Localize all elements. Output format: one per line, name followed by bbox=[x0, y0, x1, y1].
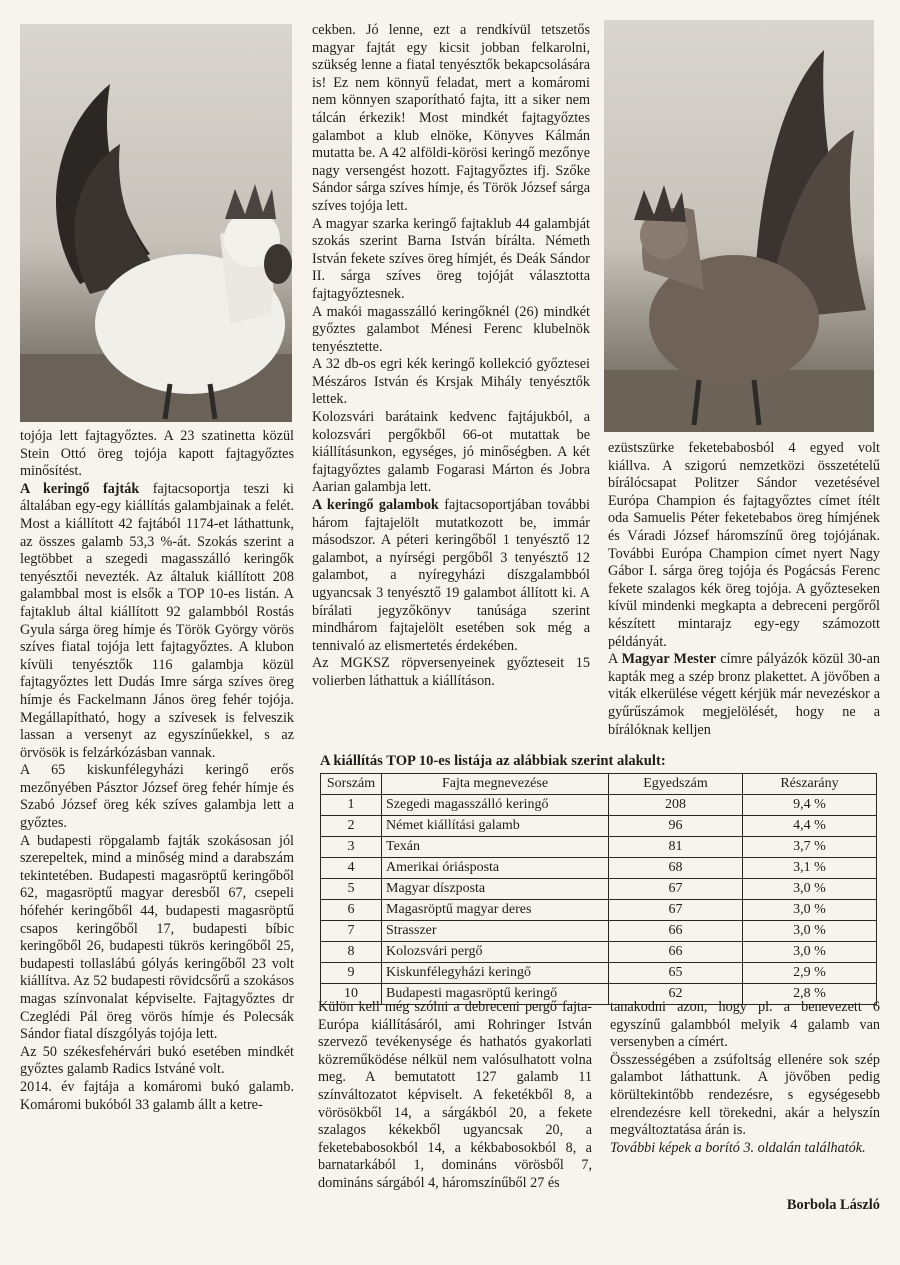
cell-share: 2,8 % bbox=[743, 984, 877, 1005]
paragraph: Összességében a zsúfoltság ellenére sok szép galambot láthattunk. A jövőben pedig körültekintőbb rendezésre, s egységesebb elrendezésre kell törekedni, akár a helyszín megváltoztatása árán is. bbox=[610, 1051, 880, 1139]
text-column-middle bbox=[312, 22, 590, 691]
cell-share: 3,0 % bbox=[743, 942, 877, 963]
table-row bbox=[321, 942, 877, 963]
paragraph: Az MGKSZ röpversenyeinek győzteseit 15 volierben láthattuk a kiállításon. bbox=[312, 655, 590, 689]
paragraph-text: címre pályázók közül 30-an kapták meg a szép bronz plakettet. A jövőben a viták elkerülése végett kérjük már nevezéskor a gyűrűszámok megjelölését, hogy ne a bírálóknak kelljen bbox=[608, 651, 880, 738]
cell-count: 96 bbox=[609, 816, 743, 837]
cell-breed: Magasröptű magyar deres bbox=[382, 900, 609, 921]
paragraph-text: A bbox=[608, 651, 622, 668]
paragraph bbox=[608, 651, 880, 739]
column-header: Fajta megnevezése bbox=[382, 774, 609, 795]
paragraph bbox=[312, 497, 590, 655]
paragraph: Külön kell még szólni a debreceni pergő fajta-Európa kiállításáról, ami Rohringer István szervező tevékenysége és hathatós gyakorlati közreműködése nélkül nem valósulhatott volna meg. A bemutatott 127 galamb 11 színváltozatot képviselt. A feketékből 8, a vörösökből 14, a sárgákból 20, a fekete szalagos kékekből ugyancsak 20, a feketebabosokból 14, a kékbabosokból 8, a barnatarkából 1, domináns vörösből 7, domináns sárgából 4, háromszínűből 27 és bbox=[318, 999, 592, 1191]
table-row bbox=[321, 837, 877, 858]
author-signature: Borbola László bbox=[786, 1197, 880, 1213]
cell-breed: Strasszer bbox=[382, 921, 609, 942]
paragraph-note: További képek a borító 3. oldalán találhatók. bbox=[610, 1139, 866, 1156]
white-rooster-photo bbox=[20, 24, 292, 422]
table-header-row bbox=[321, 774, 877, 795]
cell-share: 3,7 % bbox=[743, 837, 877, 858]
paragraph-text: fajtacsoportjában további három fajtajelölt mutatkozott be, immár másodszor. A péteri keringőből 1 tenyésztő 12 galambot, a nyírségi pergőből 3 tenyésztő 12 galambot, a nyíregyházi díszgalambból ugyancsak 3 tenyésztő 19 galambot állított ki. A bírálati jegyzőkönyv tanúsága szerint mindhárom fajtajelölt esetében sok még a tennivaló az elismertetés érdekében. bbox=[312, 497, 590, 654]
cell-count: 68 bbox=[609, 858, 743, 879]
cell-count: 208 bbox=[609, 795, 743, 816]
cell-share: 3,0 % bbox=[743, 900, 877, 921]
cell-count: 66 bbox=[609, 921, 743, 942]
cell-share: 4,4 % bbox=[743, 816, 877, 837]
column-header: Részarány bbox=[743, 774, 877, 795]
cell-breed: Kiskunfélegyházi keringő bbox=[382, 963, 609, 984]
table-row bbox=[321, 963, 877, 984]
table-row bbox=[321, 921, 877, 942]
paragraph bbox=[20, 481, 294, 763]
text-column-right bbox=[608, 440, 880, 739]
cell-breed: Kolozsvári pergő bbox=[382, 942, 609, 963]
paragraph: A makói magasszálló keringőknél (26) mindkét győztes galambot Ménesi Ferenc klubelnök tenyésztette. bbox=[312, 303, 590, 355]
paragraph: Az 50 székesfehérvári bukó esetében mindkét győztes galamb Radics Istváné volt. bbox=[20, 1043, 294, 1078]
table-row bbox=[321, 795, 877, 816]
cell-share: 2,9 % bbox=[743, 963, 877, 984]
column-header: Sorszám bbox=[321, 774, 382, 795]
paragraph: ezüstszürke feketebabosból 4 egyed volt kiállva. A szigorú nemzetközi összetételű bírálócsapat Politzer Sándor vezetésével Európa Champion és fajtagyőztes címet ítélt oda Samuelis Péter feketebabos öreg hímjének és Váradi József háromszínű öreg tojójának. További Európa Champion címet nyert Nagy Gábor I. sárga öreg tojója és Pogácsás Ferenc fekete szalagos kék öreg tojója. A győzteseken kívül mindenki megkapta a debreceni pergőről készített mintarajz egy-egy számozott példányát. bbox=[608, 440, 880, 650]
table-row bbox=[321, 900, 877, 921]
cell-rank: 8 bbox=[321, 942, 382, 963]
paragraph-text: fajtacsoportja teszi ki általában egy-egy kiállítás galambjainak a felét. Most a kiállított 42 fajtából 1174-et láthattunk, az összes galamb 53,3 %-át. Szokás szerint a legtöbbet a szegedi magasszálló keringők tenyésztői nevezték. Az általuk kiállított 208 galambbal most is elsők a TOP 10-es listán. A fajtaklub által kiállított 92 galambból Rostás Gyula sárga öreg hímje és Török György vörös szíves fiatal tojója lett fajtagyőztes. A klubon kívüli tenyésztők 116 galambja közül fajtagyőztes lett Dudás Imre sárga szíves öreg hímje és Fackelmann János öreg fehér tojója. Megállapítható, hogy a szívesek is felveszik lassan a versenyt az egyszínűekkel, s az örvösök is felzárkózásban vannak. bbox=[20, 480, 294, 761]
paragraph: cekben. Jó lenne, ezt a rendkívül tetszetős magyar fajtát egy kicsit jobban felkarolni, szükség lenne a fiatal tenyésztők bekapcsolására is! Ez nem könnyű feladat, mert a komáromi nem könnyen szaporítható fajta, itt a siker nem tálcán érkezik! Most mindkét fajtagyőztes galambot a klub elnöke, Könyves Kálmán mutatta be. A 42 alföldi-körösi keringő mezőnye nagy versengést hozott. Fajtagyőztes ifj. Szőke Sándor sárga szíves hímje, és Török József sárga szíves tojója lett. bbox=[312, 22, 590, 214]
table-row bbox=[321, 879, 877, 900]
cell-share: 3,1 % bbox=[743, 858, 877, 879]
top10-table bbox=[320, 773, 877, 1005]
cell-count: 65 bbox=[609, 963, 743, 984]
paragraph: A 32 db-os egri kék keringő kollekció győztesei Mészáros István és Krsjak Mihály tenyésztők lettek. bbox=[312, 356, 590, 408]
cell-breed: Budapesti magasröptű keringő bbox=[382, 984, 609, 1005]
cell-rank: 3 bbox=[321, 837, 382, 858]
cell-count: 67 bbox=[609, 879, 743, 900]
cell-breed: Magyar díszposta bbox=[382, 879, 609, 900]
keyword: Magyar Mester bbox=[621, 651, 717, 668]
keyword: A keringő galambok bbox=[312, 497, 439, 514]
brown-rooster-photo bbox=[604, 20, 874, 432]
paragraph: tanakodni azon, hogy pl. a benevezett 6 egyszínű galambból melyik 4 galamb van versenyben a címért. bbox=[610, 999, 880, 1051]
cell-count: 81 bbox=[609, 837, 743, 858]
cell-rank: 7 bbox=[321, 921, 382, 942]
cell-count: 62 bbox=[609, 984, 743, 1005]
cell-rank: 1 bbox=[321, 795, 382, 816]
table-row bbox=[321, 858, 877, 879]
text-column-left bbox=[20, 428, 294, 1114]
keyword: A keringő fajták bbox=[20, 480, 140, 497]
paragraph: A magyar szarka keringő fajtaklub 44 galambját szokás szerint Barna István bírálta. Németh István fekete szíves öreg hímjét, és Deák Sándor II. sárga szíves öreg tojóját választotta fajtagyőztesnek. bbox=[312, 215, 590, 302]
paragraph: A 65 kiskunfélegyházi keringő erős mezőnyében Pásztor József öreg fehér hímje és Szabó József öreg kék szíves galambja lett a győztes. bbox=[20, 762, 294, 832]
table-row bbox=[321, 816, 877, 837]
cell-breed: Texán bbox=[382, 837, 609, 858]
cell-rank: 5 bbox=[321, 879, 382, 900]
cell-share: 9,4 % bbox=[743, 795, 877, 816]
cell-share: 3,0 % bbox=[743, 921, 877, 942]
cell-rank: 2 bbox=[321, 816, 382, 837]
paragraph: Kolozsvári barátaink kedvenc fajtájukból, a kolozsvári pergőkből 66-ot mutattak be kiállításunkon, egységes, jó minőségben. A két fajtagyőztes galamb Fogarasi Márton és Jobra Aarian galambja lett. bbox=[312, 409, 590, 496]
cell-rank: 10 bbox=[321, 984, 382, 1005]
paragraph: tojója lett fajtagyőztes. A 23 szatinetta közül Stein Ottó öreg tojója kapott fajtagyőztes minősítést. bbox=[20, 428, 294, 480]
table-title: A kiállítás TOP 10-es listája az alábbiak szerint alakult: bbox=[320, 753, 666, 769]
cell-breed: Német kiállítási galamb bbox=[382, 816, 609, 837]
text-bottom-right bbox=[610, 999, 880, 1157]
cell-breed: Szegedi magasszálló keringő bbox=[382, 795, 609, 816]
cell-breed: Amerikai óriásposta bbox=[382, 858, 609, 879]
cell-rank: 6 bbox=[321, 900, 382, 921]
text-bottom-middle bbox=[318, 999, 592, 1193]
cell-count: 66 bbox=[609, 942, 743, 963]
paragraph: 2014. év fajtája a komáromi bukó galamb. Komáromi bukóból 33 galamb állt a ketre- bbox=[20, 1078, 294, 1113]
paragraph: A budapesti röpgalamb fajták szokásosan jól szerepeltek, mind a minőség mind a darabszám tekintetében. Budapesti magasröptű keringőből 62, magasröptű magyar deresből 67, csepeli hófehér keringőből 44, budapesti magasröptű csapos keringőből 17, budapesti bíbic keringőből 26, budapesti tükrös keringőből 25, budapesti tollaslábú gólyás keringőből 23 volt kiállítva. Az 52 budapesti rövidcsőrű a szokásos magas színvonalat képviselte. Fajtagyőztes dr Czeglédi Pál öreg vörös hímje és Polecsák Sándor fiatal díszgólyás tojója lett. bbox=[20, 832, 294, 1043]
cell-rank: 9 bbox=[321, 963, 382, 984]
cell-share: 3,0 % bbox=[743, 879, 877, 900]
cell-count: 67 bbox=[609, 900, 743, 921]
column-header: Egyedszám bbox=[609, 774, 743, 795]
cell-rank: 4 bbox=[321, 858, 382, 879]
